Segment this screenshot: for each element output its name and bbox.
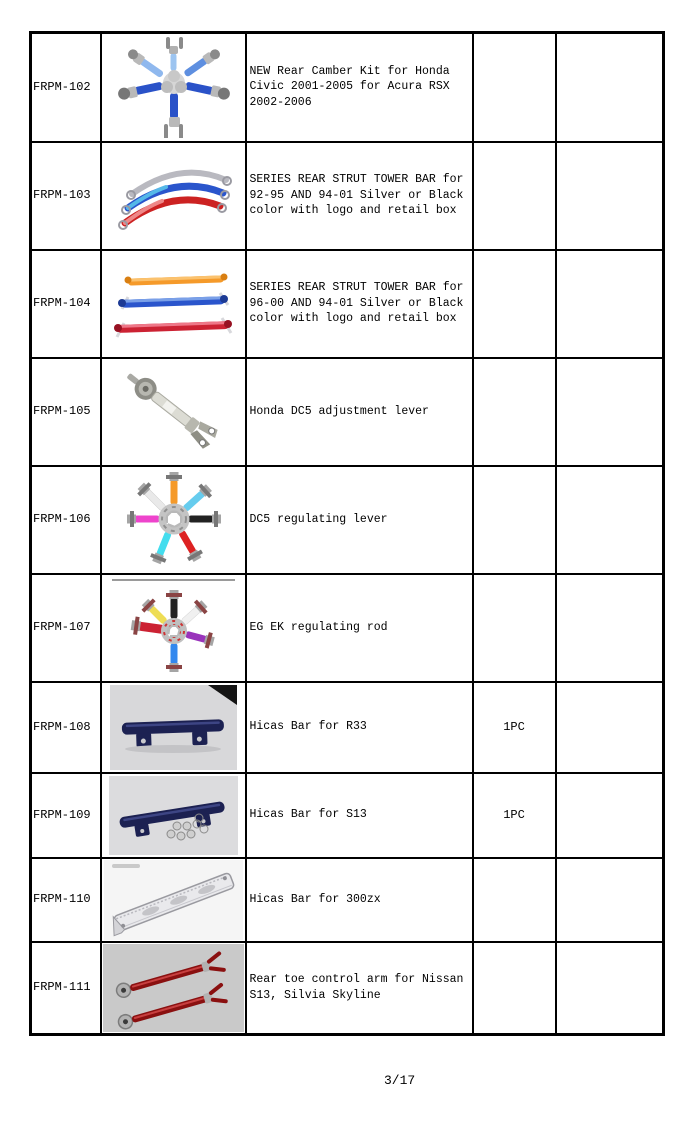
description-cell: Honda DC5 adjustment lever [246, 358, 473, 466]
qty-cell [473, 142, 556, 250]
part-number-cell: FRPM-105 [31, 358, 101, 466]
part-number-cell: FRPM-102 [31, 33, 101, 142]
qty-cell [473, 942, 556, 1035]
notes-cell [556, 33, 664, 142]
description-cell: Rear toe control arm for Nissan S13, Silvia Skyline [246, 942, 473, 1035]
product-image-cell [101, 773, 246, 858]
notes-cell [556, 682, 664, 773]
table-row [31, 574, 664, 682]
description-cell: SERIES REAR STRUT TOWER BAR for 92-95 AND 94-01 Silver or Black color with logo and retail box [246, 142, 473, 250]
part-number-cell: FRPM-109 [31, 773, 101, 858]
page-number: 3/17 [384, 1073, 416, 1088]
navy-hicas-bar-photo [110, 685, 237, 770]
description-cell: Hicas Bar for 300zx [246, 858, 473, 942]
table-row [31, 773, 664, 858]
product-image-cell [101, 358, 246, 466]
product-image-cell [101, 466, 246, 574]
description-cell: DC5 regulating lever [246, 466, 473, 574]
silver-hicas-bar-photo [104, 860, 243, 940]
notes-cell [556, 358, 664, 466]
description-cell: SERIES REAR STRUT TOWER BAR for 96-00 AND 94-01 Silver or Black color with logo and retail box [246, 250, 473, 358]
product-image-cell [101, 33, 246, 142]
table-row [31, 858, 664, 942]
description-cell: Hicas Bar for R33 [246, 682, 473, 773]
product-image-cell [101, 682, 246, 773]
navy-hicas-bar-with-nuts-photo [109, 776, 238, 855]
multicolor-lever-star-photo [104, 469, 243, 571]
table-row [31, 942, 664, 1035]
part-number-cell: FRPM-108 [31, 682, 101, 773]
part-number-cell: FRPM-107 [31, 574, 101, 682]
qty-cell [473, 466, 556, 574]
product-image-cell [101, 142, 246, 250]
product-image-cell [101, 250, 246, 358]
silver-adjustment-lever-photo [104, 361, 243, 463]
table-row [31, 466, 664, 574]
description-cell: Hicas Bar for S13 [246, 773, 473, 858]
product-table [29, 31, 665, 1036]
table-row [31, 682, 664, 773]
notes-cell [556, 773, 664, 858]
table-row [31, 250, 664, 358]
qty-cell: 1PC [473, 773, 556, 858]
part-number-cell: FRPM-111 [31, 942, 101, 1035]
description-cell: EG EK regulating rod [246, 574, 473, 682]
product-image-cell [101, 942, 246, 1035]
product-image-cell [101, 574, 246, 682]
curved-strut-bars-silver-blue-red-photo [104, 146, 243, 246]
part-number-cell: FRPM-106 [31, 466, 101, 574]
notes-cell [556, 142, 664, 250]
notes-cell [556, 466, 664, 574]
part-number-cell: FRPM-104 [31, 250, 101, 358]
table-row [31, 358, 664, 466]
product-image-cell [101, 858, 246, 942]
qty-cell [473, 358, 556, 466]
table-row [31, 142, 664, 250]
notes-cell [556, 858, 664, 942]
part-number-cell: FRPM-103 [31, 142, 101, 250]
table-row [31, 33, 664, 142]
qty-cell [473, 858, 556, 942]
qty-cell [473, 250, 556, 358]
notes-cell [556, 250, 664, 358]
multicolor-rod-star-photo [104, 577, 243, 679]
red-toe-control-arms-photo [103, 944, 244, 1032]
qty-cell [473, 33, 556, 142]
notes-cell [556, 942, 664, 1035]
straight-strut-bars-orange-blue-red-photo [104, 253, 243, 355]
qty-cell [473, 574, 556, 682]
blue-rear-camber-kit-star-photo [104, 37, 243, 138]
part-number-cell: FRPM-110 [31, 858, 101, 942]
description-cell: NEW Rear Camber Kit for Honda Civic 2001-2005 for Acura RSX 2002-2006 [246, 33, 473, 142]
qty-cell: 1PC [473, 682, 556, 773]
notes-cell [556, 574, 664, 682]
